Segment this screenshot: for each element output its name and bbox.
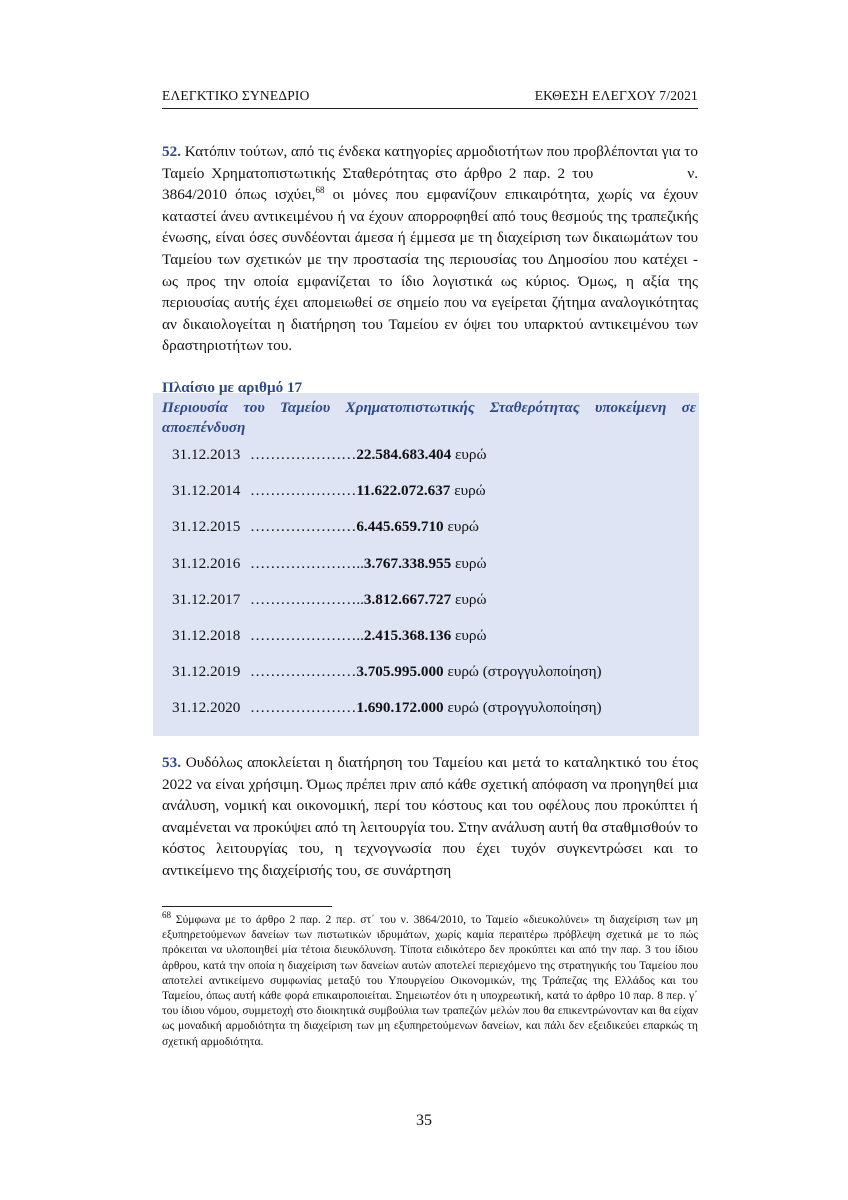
row-date: 31.12.2015 (172, 518, 241, 536)
footnote-text: Σύμφωνα με το άρθρο 2 παρ. 2 περ. στ΄ του ν. 3864/2010, το Ταμείο «διευκολύνει» τη διαχείριση των μη εξυπηρετούμενων δανείων των πιστωτικών ιδρυμάτων, χωρίς καμία περαιτέρω πρόβλεψη σχετικά με το πώς πρόκειται να υλοποιηθεί μία τέτοια διευκόλυνση. Τίποτα ειδικότερο δεν προκύπτει και από την παρ. 3 του ίδιου άρθρου, κατά την οποία η διαχείριση των δανείων αυτών αποτελεί περιεχόμενο της στρατηγικής του Ταμείου που αποτελεί αντικείμενο συμφωνίας μεταξύ του Υπουργείου Οικονομικών, της Τράπεζας της Ελλάδος και του Ταμείου, όπως αυτή κάθε φορά επικαιροποιείται. Σημειωτέον ότι η υποχρεωτική, κατά το άρθρο 10 παρ. 8 περ. γ΄ του ίδιου νόμου, συμμετοχή στο διοικητικά συμβούλια των τραπεζών μελών που θα επικεντρώνονταν και θα είχαν ως μοναδική αρμοδιότητα τη διαχείριση των μη εξυπηρετούμενων δανείων, και πάλι δεν εξειδικεύει επαρκώς τη σχετική αρμοδιότητα. (162, 913, 698, 1048)
footnote-rule (162, 906, 332, 907)
box-subtitle: Περιουσία του Ταμείου Χρηματοπιστωτικής Σταθερότητας υποκείμενη σε αποεπένδυση (162, 399, 696, 436)
row-amount: 2.415.368.136 (363, 626, 452, 644)
box-row (172, 481, 672, 517)
box-row (172, 626, 672, 662)
footnote (162, 912, 698, 1049)
row-dots: ………………… (250, 446, 357, 463)
box-row (172, 517, 672, 553)
row-unit: ευρώ (451, 626, 487, 644)
page-number: 35 (416, 1112, 432, 1129)
row-dots: ………………….. (250, 554, 364, 572)
row-unit: ευρώ (443, 518, 479, 536)
paragraph-text-c: οι μόνες που εμφανίζουν επικαιρότητα, χωρίς να έχουν καταστεί άνευ αντικειμένου ή να έχουν απορροφηθεί από τους θεσμούς της τραπεζικής ένωσης, είναι όσες συνδέονται άμεσα ή έμμεσα με τη διαχείριση των δικαιωμάτων του Ταμείου των σχετικών με την προστασία της περιουσίας του Δημοσίου που κατέχει - ως προς την οποία εμφανίζεται το ίδιο λογιστικά ως κύριος. Όμως, η αξία της περιουσίας αυτής έχει απομειωθεί σε σημείο που να εγείρεται ζήτημα αναλογικότητας αν δικαιολογείται η διατήρηση του Ταμείου εν όψει του υπαρκτού αντικειμένου των δραστηριοτήτων του. (162, 186, 698, 355)
row-amount: 6.445.659.710 (356, 518, 444, 536)
row-unit: ευρώ (451, 446, 487, 463)
paragraph-52 (162, 141, 698, 357)
footnote-ref: 68 (315, 185, 325, 196)
box-title: Πλαίσιο με αριθμό 17 (162, 379, 303, 396)
box-row (172, 554, 672, 590)
box-row (172, 662, 672, 698)
box-row (172, 590, 672, 626)
row-amount: 1.690.172.000 (356, 699, 444, 717)
header-left: ΕΛΕΓΚΤΙΚΟ ΣΥΝΕΔΡΙΟ (162, 88, 310, 103)
footnote-number: 68 (162, 910, 171, 921)
paragraph-number: 53. (162, 754, 181, 771)
header-right: ΕΚΘΕΣΗ ΕΛΕΓΧΟΥ 7/2021 (534, 88, 698, 103)
page-header (162, 88, 698, 104)
paragraph-text-a: Κατόπιν τούτων, από τις ένδεκα κατηγορίες αρμοδιοτήτων που προβλέπονται για το Ταμείο Χρηματοπιστωτικής Σταθερότητας στο άρθρο 2 παρ. 2 του (162, 143, 698, 182)
paragraph-number: 52. (162, 143, 181, 160)
row-dots: ………………… (250, 663, 357, 681)
row-date: 31.12.2020 (172, 699, 241, 717)
box-rows (172, 445, 672, 735)
row-date: 31.12.2018 (172, 626, 241, 644)
row-amount: 3.812.667.727 (363, 590, 452, 608)
row-unit: ευρώ (στρογγυλοποίηση) (443, 699, 602, 717)
row-date: 31.12.2013 (172, 446, 241, 463)
row-date: 31.12.2017 (172, 590, 241, 608)
row-date: 31.12.2014 (172, 482, 241, 500)
header-rule (162, 108, 698, 109)
box-row (172, 698, 672, 734)
row-unit: ευρώ (στρογγυλοποίηση) (443, 663, 602, 681)
row-dots: ………………… (250, 699, 357, 717)
row-dots: ………………… (250, 518, 357, 536)
row-date: 31.12.2016 (172, 554, 241, 572)
row-unit: ευρώ (451, 554, 487, 572)
paragraph-53 (162, 752, 698, 882)
paragraph-text: Ουδόλως αποκλείεται η διατήρηση του Ταμείου και μετά το καταληκτικό του έτος 2022 να είναι χρήσιμη. Όμως πρέπει πριν από κάθε σχετική απόφαση να προηγηθεί μια ανάλυση, νομική και οικονομική, περί του κόστους και του οφέλους που προκύπτει ή αναμένεται να προκύψει από τη λειτουργία του. Στην ανάλυση αυτή θα σταθμισθούν το κόστος λειτουργίας του, η τεχνογνωσία που έχει τυχόν συγκεντρώσει και το αντικείμενο της διαχείρισής του, σε συνάρτηση (162, 754, 698, 879)
row-amount: 3.767.338.955 (363, 554, 452, 572)
row-amount: 11.622.072.637 (356, 482, 451, 500)
row-dots: ………………… (250, 482, 357, 500)
row-unit: ευρώ (450, 482, 486, 500)
row-date: 31.12.2019 (172, 663, 241, 681)
row-amount: 22.584.683.404 (356, 446, 452, 463)
row-dots: ………………….. (250, 590, 364, 608)
paragraph-text-b: ν. 3864/2010 όπως ισχύει, (162, 164, 698, 204)
row-dots: ………………….. (250, 626, 364, 644)
row-unit: ευρώ (451, 590, 487, 608)
box-row (172, 445, 672, 481)
row-amount: 3.705.995.000 (356, 663, 444, 681)
